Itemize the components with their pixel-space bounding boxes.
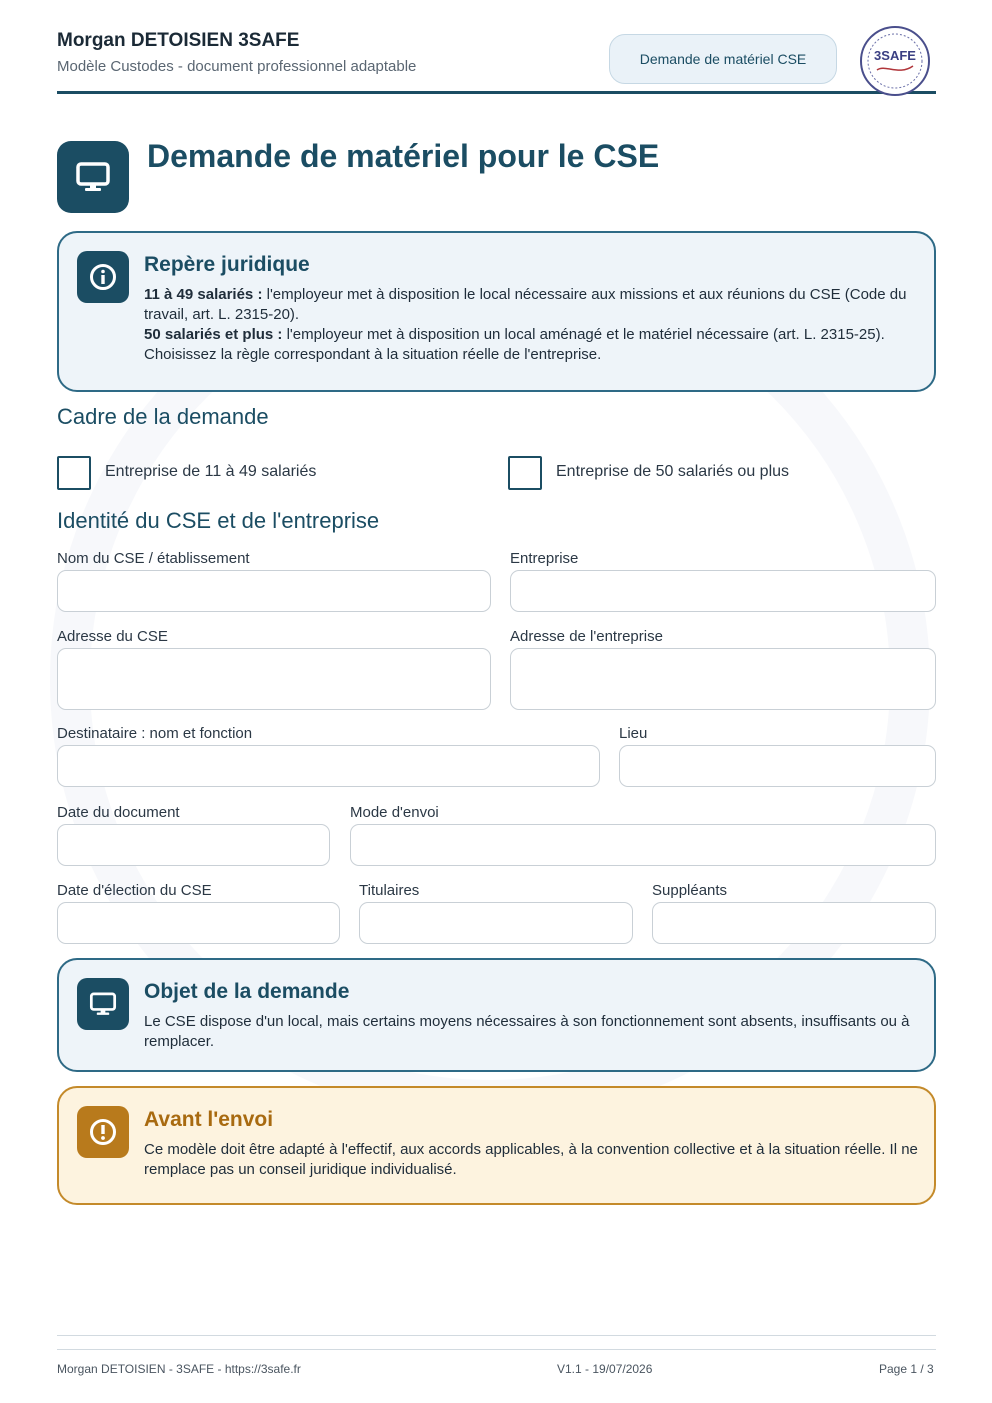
adresse-entreprise-field[interactable] bbox=[510, 648, 936, 710]
checkbox-11-49-label: Entreprise de 11 à 49 salariés bbox=[105, 463, 317, 480]
checkbox-50-plus-label: Entreprise de 50 salariés ou plus bbox=[556, 463, 790, 480]
footer-divider bbox=[57, 1335, 936, 1336]
nom-cse-label: Nom du CSE / établissement bbox=[57, 550, 250, 567]
destinataire-label: Destinataire : nom et fonction bbox=[57, 725, 253, 742]
date-document-field[interactable] bbox=[57, 824, 330, 866]
destinataire-field[interactable] bbox=[57, 745, 600, 787]
date-election-field[interactable] bbox=[57, 902, 340, 944]
page-title: Demande de matériel pour le CSE bbox=[147, 138, 660, 174]
adresse-cse-field[interactable] bbox=[57, 648, 491, 710]
mode-envoi-label: Mode d'envoi bbox=[350, 804, 439, 821]
checkbox-11-49[interactable] bbox=[57, 456, 91, 490]
avant-envoi-box bbox=[57, 1086, 936, 1205]
mode-envoi-field[interactable] bbox=[350, 824, 936, 866]
entreprise-label: Entreprise bbox=[510, 550, 579, 567]
svg-text:3SAFE: 3SAFE bbox=[874, 48, 916, 63]
footer-version: V1.1 - 19/07/2026 bbox=[557, 1362, 653, 1376]
footer-author: Morgan DETOISIEN - 3SAFE - https://3safe.fr bbox=[57, 1362, 301, 1376]
objet-text: Le CSE dispose d'un local, mais certains moyens nécessaires à son fonctionnement sont absents, insuffisants ou à remplacer. bbox=[144, 1013, 910, 1050]
alert-icon bbox=[77, 1106, 129, 1158]
monitor-icon bbox=[57, 141, 129, 213]
date-document-label: Date du document bbox=[57, 804, 180, 821]
section-title-identite: Identité du CSE et de l'entreprise bbox=[57, 508, 380, 533]
legal-notice-text: 11 à 49 salariés : l'employeur met à disposition le local nécessaire aux missions et aux réunions du CSE (Code du travail, art. L. 2315-20). 50 salariés et plus : l'employeur met à disposition un local aménagé et le matériel nécessaire (art. L. 2315-25). Choisissez la règle correspondant à la situation réelle de l'entreprise. bbox=[144, 286, 907, 363]
nom-cse-field[interactable] bbox=[57, 570, 491, 612]
monitor-icon bbox=[77, 978, 129, 1030]
suppleants-label: Suppléants bbox=[652, 882, 728, 899]
footer-page-number: Page 1 / 3 bbox=[879, 1362, 934, 1376]
adresse-cse-label: Adresse du CSE bbox=[57, 628, 168, 645]
entreprise-field[interactable] bbox=[510, 570, 936, 612]
titulaires-label: Titulaires bbox=[359, 882, 420, 899]
info-icon bbox=[77, 251, 129, 303]
seal-icon bbox=[853, 24, 937, 98]
section-title-cadre: Cadre de la demande bbox=[57, 404, 269, 429]
checkbox-50-plus[interactable] bbox=[508, 456, 542, 490]
adresse-entreprise-label: Adresse de l'entreprise bbox=[510, 628, 663, 645]
lieu-label: Lieu bbox=[619, 725, 648, 742]
avant-envoi-text: Ce modèle doit être adapté à l'effectif, aux accords applicables, à la convention collective et à la situation réelle. Il ne remplace pas un conseil juridique individualisé. bbox=[144, 1141, 918, 1178]
document-type-badge: Demande de matériel CSE bbox=[609, 34, 837, 84]
avant-envoi-title: Avant l'envoi bbox=[144, 1108, 274, 1131]
header-subtitle: Modèle Custodes - document professionnel adaptable bbox=[57, 58, 417, 75]
objet-title: Objet de la demande bbox=[144, 980, 350, 1003]
footer-divider bbox=[57, 1349, 936, 1350]
legal-notice-box bbox=[57, 231, 936, 392]
suppleants-field[interactable] bbox=[652, 902, 936, 944]
objet-box bbox=[57, 958, 936, 1072]
lieu-field[interactable] bbox=[619, 745, 936, 787]
titulaires-field[interactable] bbox=[359, 902, 633, 944]
header-author: Morgan DETOISIEN 3SAFE bbox=[57, 30, 300, 51]
date-election-label: Date d'élection du CSE bbox=[57, 882, 212, 899]
legal-notice-title: Repère juridique bbox=[144, 253, 310, 276]
page-header bbox=[57, 28, 936, 94]
